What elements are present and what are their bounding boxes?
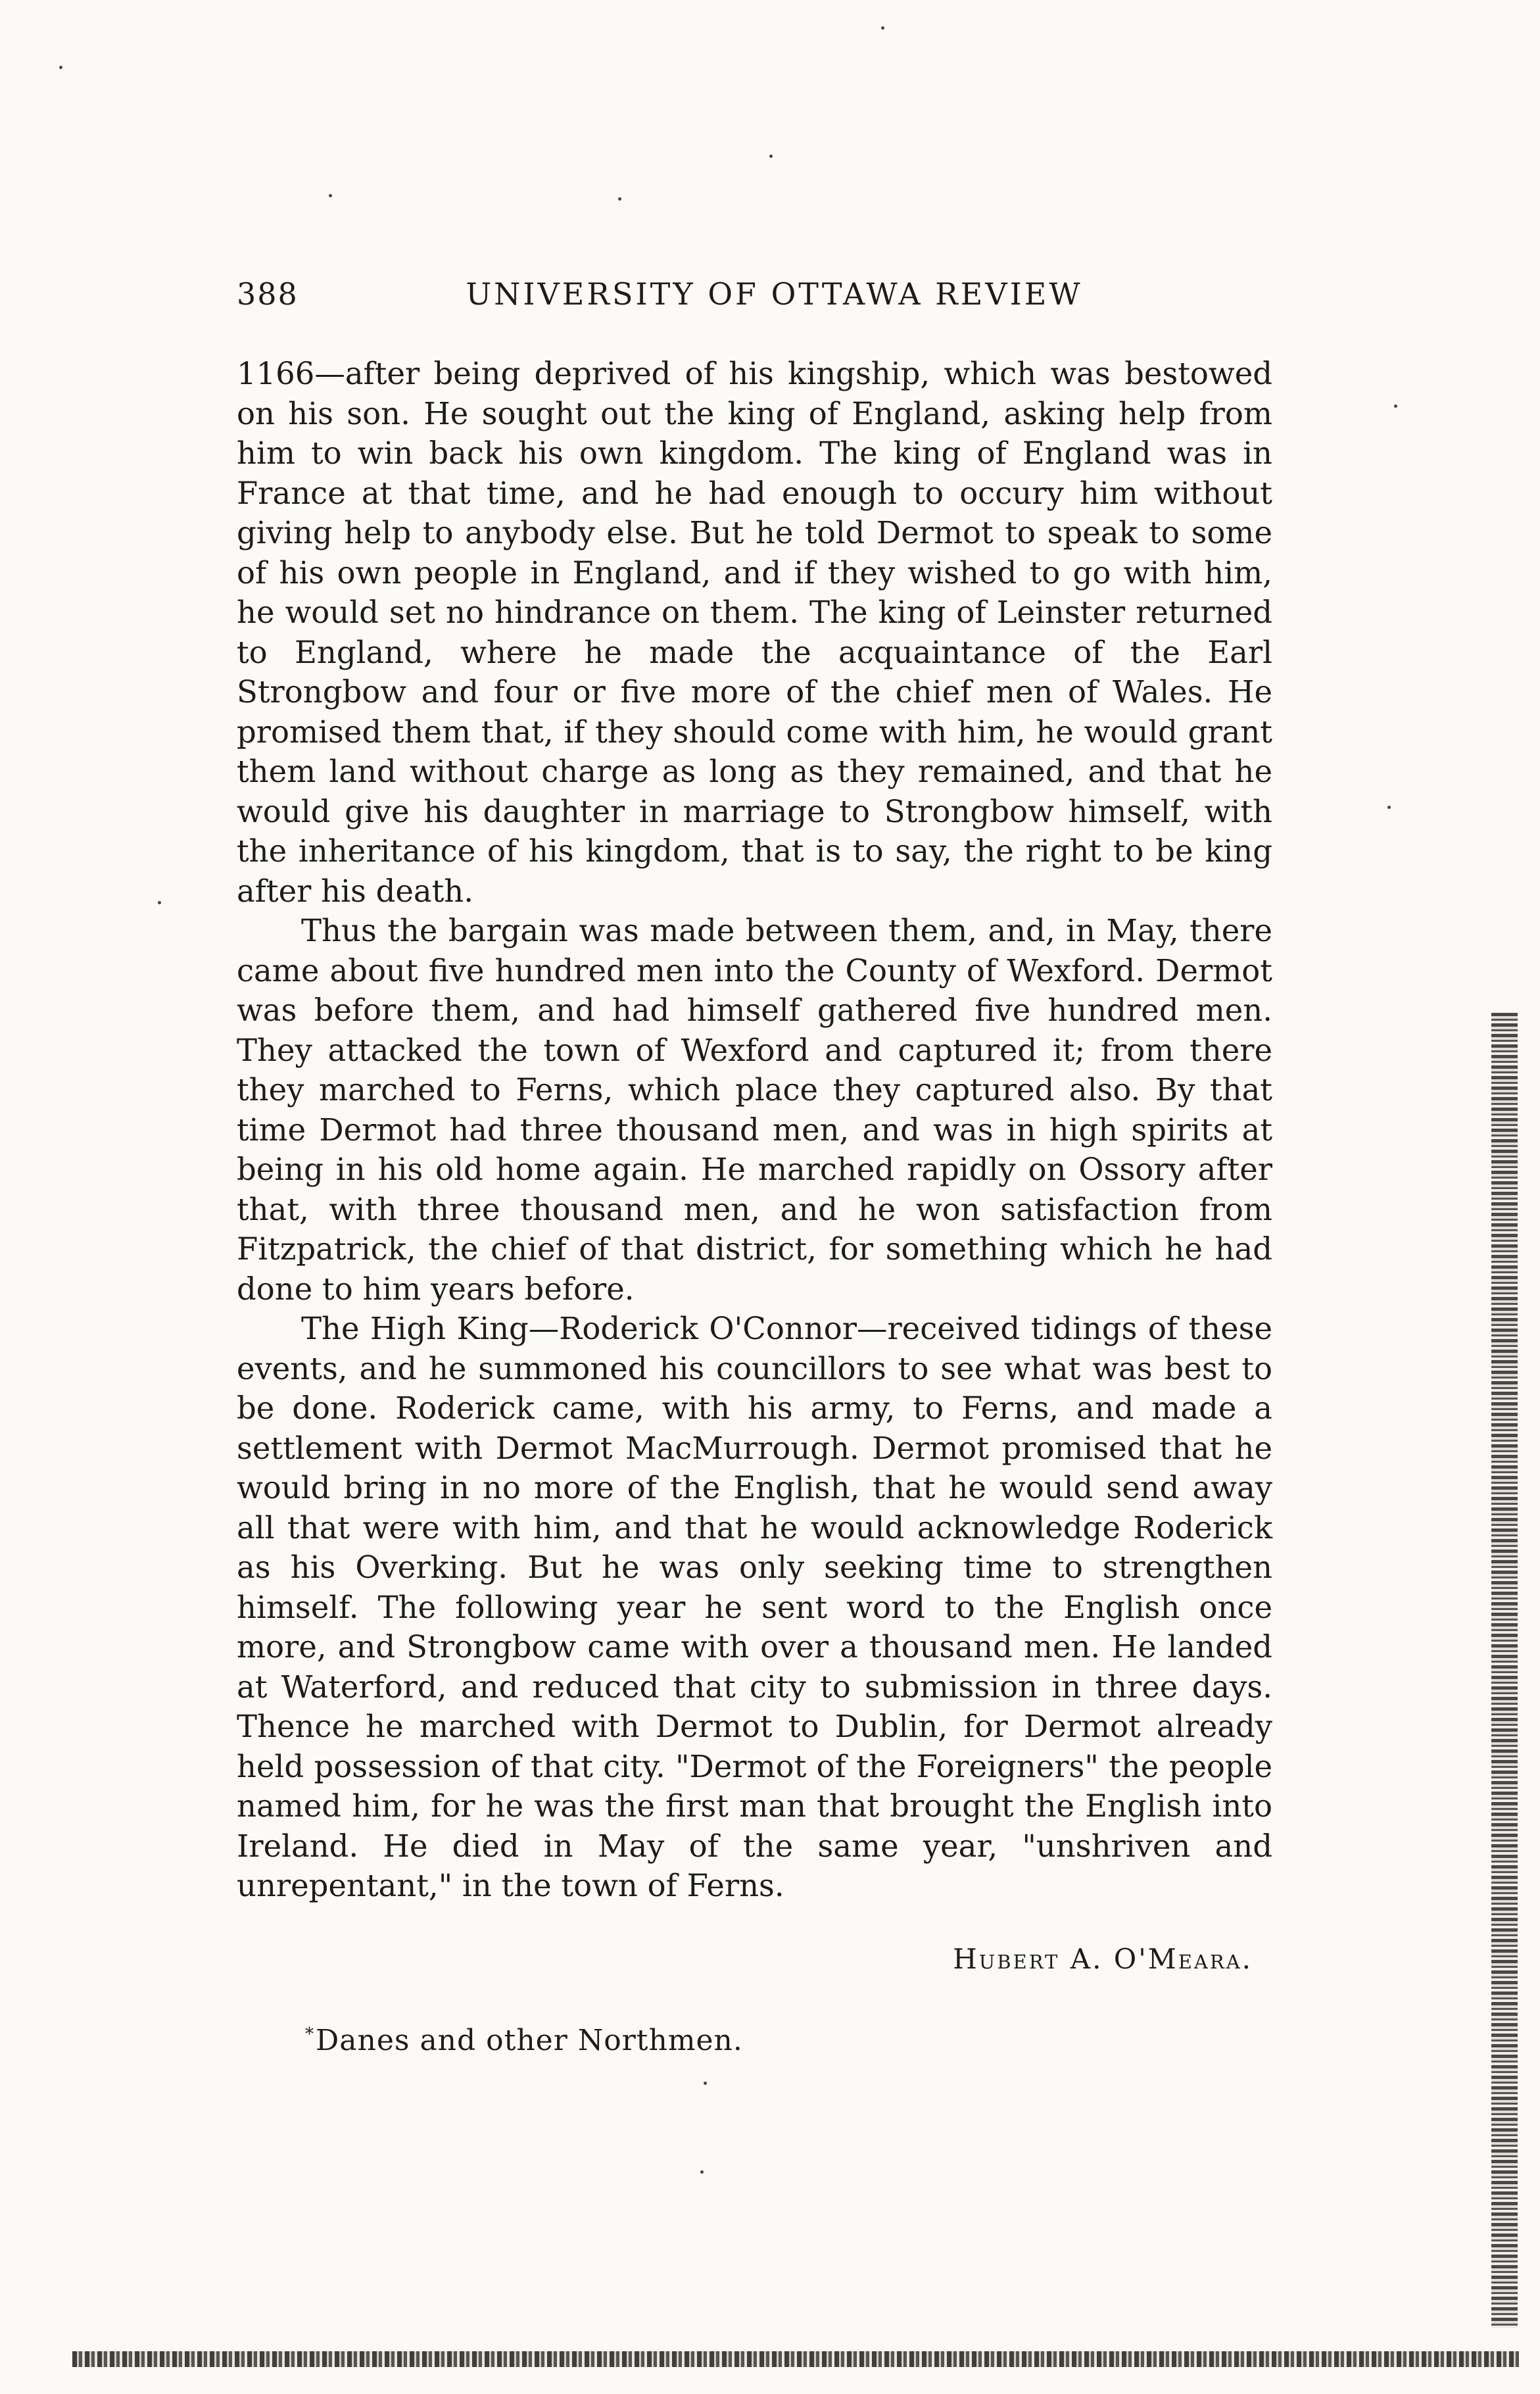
article-body	[237, 354, 1272, 1906]
paragraph-1: 1166—after being deprived of his kingship, which was bestowed on his son. He sought out the king of England, asking help from him to win back his own kingdom. The king of England was in France at that time, and he had enough to occury him without giving help to anybody else. But he told Dermot to speak to some of his own people in England, and if they wished to go with him, he would set no hindrance on them. The king of Leinster returned to England, where he made the acquaintance of the Earl Strongbow and four or five more of the chief men of Wales. He promised them that, if they should come with him, he would grant them land without charge as long as they remained, and that he would give his daughter in marriage to Strongbow himself, with the inheritance of his kingdom, that is to say, the right to be king after his death.	[237, 356, 1272, 909]
footnote	[237, 2024, 1272, 2057]
page-header	[237, 276, 1272, 329]
scan-speck	[618, 197, 621, 201]
paragraph-3: The High King—Roderick O'Connor—received tidings of these events, and he summoned his councillors to see what was best to be done. Roderick came, with his army, to Ferns, and made a settlement with Dermot MacMurrough. Dermot promised that he would bring in no more of the English, that he would send away all that were with him, and that he would acknowledge Roderick as his Overking. But he was only seeking time to strengthen himself. The following year he sent word to the English once more, and Strongbow came with over a thousand men. He landed at Waterford, and reduced that city to submission in three days. Thence he marched with Dermot to Dublin, for Dermot already held possession of that city. "Dermot of the Foreigners" the people named him, for he was the first man that brought the English into Ireland. He died in May of the same year, "unshriven and unrepentant," in the town of Ferns.	[237, 1311, 1272, 1903]
running-title: UNIVERSITY OF OTTAWA REVIEW	[466, 276, 1083, 312]
scan-speck	[59, 66, 62, 69]
scan-speck	[881, 26, 884, 30]
scan-speck	[158, 901, 161, 904]
paragraph-2: Thus the bargain was made between them, and, in May, there came about five hundred men into the County of Wexford. Dermot was before them, and had himself gathered five hundred men. They attacked the town of Wexford and captured it; from there they marched to Ferns, which place they captured also. By that time Dermot had three thousand men, and was in high spirits at being in his old home again. He marched rapidly on Ossory after that, with three thousand men, and he won satisfaction from Fitzpatrick, the chief of that district, for something which he had done to him years before.	[237, 913, 1272, 1307]
scan-speck	[329, 194, 332, 197]
scan-speck	[1394, 404, 1397, 408]
page	[237, 276, 1272, 2057]
scan-edge-bottom	[72, 2351, 1519, 2367]
author-signature: Hubert A. O'Meara.	[953, 1942, 1253, 1975]
scan-edge-right	[1491, 1013, 1518, 2328]
scan-speck	[700, 2170, 704, 2174]
footnote-marker: *	[305, 2024, 314, 2044]
scan-speck	[1387, 806, 1391, 809]
page-number: 388	[237, 276, 299, 312]
scan-speck	[704, 2082, 707, 2085]
scan-speck	[769, 155, 773, 158]
footnote-text: Danes and other Northmen.	[316, 2023, 743, 2057]
